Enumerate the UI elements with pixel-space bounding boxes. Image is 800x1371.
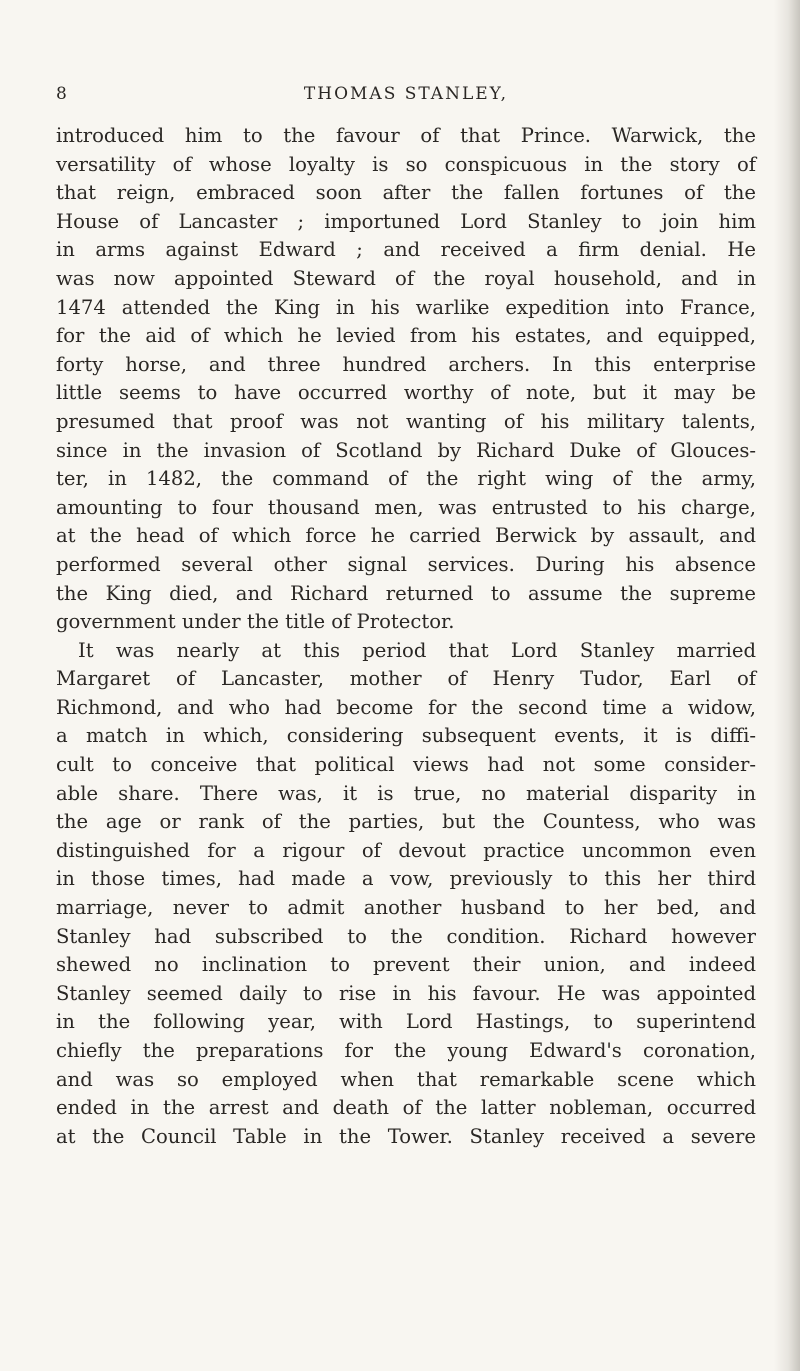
text-line: Richmond, and who had become for the second time a widow, [56,695,756,719]
text-line: distinguished for a rigour of devout practice uncommon even [56,838,756,862]
page-number: 8 [56,84,67,104]
text-line: at the Council Table in the Tower. Stanley received a severe [56,1124,756,1148]
text-line-paragraph-end: government under the title of Protector. [56,610,455,634]
running-title: THOMAS STANLEY, [303,84,509,104]
text-line: at the head of which force he carried Berwick by assault, and [56,524,756,548]
text-line: Stanley had subscribed to the condition. Richard however [56,924,756,948]
text-line: shewed no inclination to prevent their union, and indeed [56,953,756,977]
text-line: cult to conceive that political views had not some consider- [56,753,756,777]
text-line: was now appointed Steward of the royal household, and in [56,266,756,290]
text-line: and was so employed when that remarkable scene which [56,1067,756,1091]
text-line: Margaret of Lancaster, mother of Henry Tudor, Earl of [56,667,756,691]
text-line: in arms against Edward ; and received a firm denial. He [56,238,756,262]
text-line: for the aid of which he levied from his estates, and equipped, [56,324,756,348]
text-line: introduced him to the favour of that Prince. Warwick, the [56,124,756,147]
text-line: forty horse, and three hundred archers. In this enterprise [56,352,756,376]
text-line: versatility of whose loyalty is so conspicuous in the story of [56,152,756,176]
body-text [56,122,756,1151]
text-line: in the following year, with Lord Hastings, to superintend [56,1010,756,1034]
text-line: 1474 attended the King in his warlike expedition into France, [56,295,756,319]
text-line: the King died, and Richard returned to assume the supreme [56,581,756,605]
text-line: Stanley seemed daily to rise in his favour. He was appointed [56,981,756,1005]
text-line: since in the invasion of Scotland by Richard Duke of Glouces- [56,438,756,462]
text-line: little seems to have occurred worthy of note, but it may be [56,381,756,405]
running-head [56,81,756,107]
text-line: performed several other signal services. During his absence [56,552,756,576]
text-line: presumed that proof was not wanting of his military talents, [56,409,756,433]
page-edge-shadow [774,0,800,1371]
text-line: that reign, embraced soon after the fallen fortunes of the [56,181,756,205]
text-line: amounting to four thousand men, was entrusted to his charge, [56,495,756,519]
text-line: House of Lancaster ; importuned Lord Stanley to join him [56,209,756,233]
text-line: chiefly the preparations for the young Edward's coronation, [56,1039,756,1062]
text-line: ter, in 1482, the command of the right wing of the army, [56,467,756,491]
text-line: marriage, never to admit another husband to her bed, and [56,896,756,920]
text-line: able share. There was, it is true, no material disparity in [56,781,756,805]
text-line: a match in which, considering subsequent events, it is diffi- [56,724,756,748]
text-line: ended in the arrest and death of the latter nobleman, occurred [56,1096,756,1120]
text-line: in those times, had made a vow, previously to this her third [56,867,756,891]
text-line-paragraph-start: It was nearly at this period that Lord Stanley married [78,638,756,662]
text-line: the age or rank of the parties, but the Countess, who was [56,810,756,834]
